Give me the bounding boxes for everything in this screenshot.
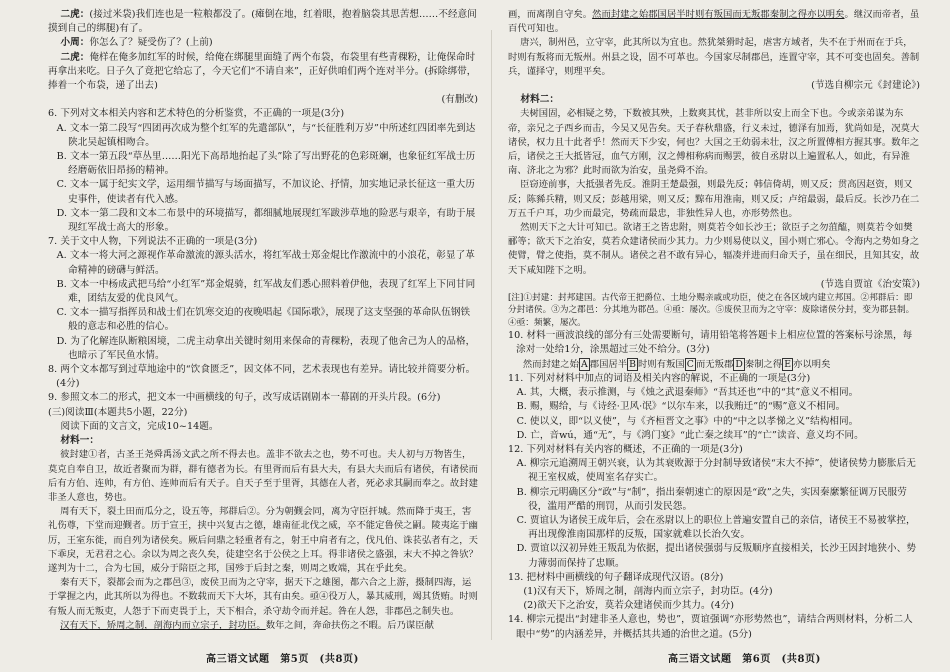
option-b: B. 柳宗元明确区分“政”与“制”，指出秦朝速亡的原因是“政”之失，实因秦縻繁征调万民服劳役，滥用严酷的刑罚，从而引发民怨。 <box>516 486 907 512</box>
question-stem: 12. 下列对材料有关内容的概述，不正确的一项是(3分) <box>508 443 743 455</box>
translation-item: (2)欲天下之治安，莫若众建诸侯而少其力。(4分) <box>523 600 735 612</box>
option-c: C. 贾谊认为诸侯王成年后，会在丞尉以上的职位上普遍安置自己的亲信，诸侯王不易被掌控，再出现像淮南国那样的反叛，国家就难以长治久安。 <box>516 514 916 541</box>
question-stem: 6. 下列对文本相关内容和艺术特色的分析鉴赏，不正确的一项是(3分) <box>48 108 345 120</box>
page-footer-right: 高三语文试题 第6页 (共8页) <box>668 654 821 665</box>
source-note: (节选自柳宗元《封建论》) <box>811 80 920 92</box>
option-a: A. 柳宗元追溯周王朝兴衰，认为其衰败源于分封制导致诸侯“末大不掉”，使诸侯势力膨胀后无视王室权威，使周室名存实亡。 <box>516 458 916 484</box>
question-stem: 7. 关于文中人物，下列说法不正确的一项是(3分) <box>48 236 258 248</box>
classical-paragraph: 夫树国固，必相疑之势，下数被其殃，上数爽其忧，甚非所以安上而全下也。今或亲弟谋为东帝，亲兄之子西乡而击，今吴又见告矣。天子春秋鼎盛，行义未过，德泽有加焉，犹尚如是，况莫大诸侯，权力且十此者乎！然而天下少安，何也？大国之王幼弱未壮，汉之所置傅相方握其事。数年之后，诸侯之王大抵皆冠，血气方刚，汉之傅相称病而赐罢，彼自丞尉以上遍置私人，如此，有异淮南、济北之为邪？此时而欲为治安，虽尧舜不治。 <box>508 108 920 177</box>
drama-line: 二虎：俺样在俺多加红军的时候，给俺在绑腿里面缝了两个布袋，布袋里有些青稞粉，让俺保命时再拿出来吃。日子久了竟把它给忘了，今天它们“不请自来”，正好供咱们两个连对半分。(拆除绑带，捧着一个布袋，递了出去) <box>48 51 477 92</box>
question-8: 8. 两个文本都写到过草地途中的“饮食匮乏”，因文体不同，艺术表现也有差异。请比较并简要分析。(4分) <box>48 364 476 390</box>
option-d: D. 文本一第二段和文本二布景中的环境描写，都细腻地展现红军跋涉草地的险恶与艰辛，有助于展现红军战士高大的形象。 <box>56 207 476 234</box>
option-a: A. 其，大概，表示推测，与《烛之武退秦师》“吾其还也”中的“其”意义不相同。 <box>516 387 859 399</box>
question-stem: 10. 材料一画波浪线的部分有三处需要断句，请用铅笔将答题卡上相应位置的答案标号涂黑，每涂对一处给1分，涂黑超过三处不给分。(3分) <box>508 330 913 356</box>
classical-paragraph: 周有天下，裂土田而瓜分之，设五等，邦群后②。分为朝觐会同，离为守臣扞城。然而降于夷王，害礼伤尊，下堂而迎觐者。历于宣王，挟中兴复古之德，雄南征北伐之威，卒不能定鲁侯之嗣。陵夷迄于幽厉，王室东徙，而自列为诸侯矣。厥后问鼎之轻重者有之，射王中肩者有之，伐凡伯、诛苌弘者有之，天下乖戾，无君君之心。余以为周之丧久矣，徒建空名于公侯之上耳。得非诸侯之盛强，末大不掉之咎欤？遂判为十二，合为七国，威分于陪臣之邦，国殄于后封之秦，则周之败端，其在乎此矣。 <box>48 506 478 574</box>
page-divider <box>491 30 492 640</box>
question-9: 9. 参照文本二的形式，把文本一中画横线的句子，改写成话剧剧本一幕剧的开头片段。(6分) <box>48 392 441 404</box>
option-d: D. 亡，音wú，通“无”，与《鸿门宴》“此亡秦之续耳”的“亡”读音、意义均不同。 <box>516 429 864 441</box>
sentence-break-line: 然而封建之始 A 郡国居半 B 时则有叛国 C 而无叛郡 D 秦制之得 E 亦以明矣 <box>522 358 831 370</box>
classical-paragraph: 画，而离削自守矣。然而封建之始郡国居半时则有叛国而无叛郡秦制之得亦以明矣。继汉而帝者，虽百代可知也。 <box>508 9 920 35</box>
break-mark-e[interactable]: E <box>784 358 792 370</box>
question-11 <box>508 372 920 443</box>
source-note: (有删改) <box>441 94 478 106</box>
classical-paragraph: 汉有天下，矫周之制，剖海内而立宗子，封功臣。数年之间，奔命扶伤之不暇。后乃谋臣献 <box>60 619 434 631</box>
question-10 <box>508 329 920 372</box>
option-b: B. 赐，赐给，与《诗经·卫风·氓》“以尔车来，以我贿迁”的“赐”意义不相同。 <box>516 401 846 413</box>
classical-text-2 <box>508 107 920 277</box>
option-b: B. 文本一中杨成武把马给“小红军”郑金焜骑，红军战友们悉心照料着伊他，表现了红军上下同甘同难，团结友爱的优良风气。 <box>56 278 476 305</box>
page-footer-left: 高三语文试题 第5页 (共8页) <box>206 654 359 665</box>
break-mark-d[interactable]: D <box>735 358 743 370</box>
classical-paragraph: 臣窃迹前事，大抵强者先反。淮阴王楚最强，则最先反；韩信倚胡，则又反；贯高因赵资，则又反；陈豨兵精，则又反；彭越用梁，则又反；黥布用淮南，则又反；卢绾最弱，最后反。长沙乃在二万五千户耳，功少而最完，势疏而最忠，非独性异人也，亦形势然也。 <box>508 179 920 219</box>
page-5 <box>48 8 478 633</box>
option-a: A. 文本一将大河之源视作革命激流的源头活水，将红军战士郑金焜比作激流中的小浪花，彰显了革命精神的磅礴与鲜活。 <box>56 250 475 276</box>
question-stem: 11. 下列对材料中加点的词语及相关内容的解说，不正确的一项是(3分) <box>508 372 811 384</box>
underlined-sentence: 汉有天下，矫周之制，剖海内而立宗子，封功臣。 <box>60 619 266 631</box>
classical-paragraph: 然则天下之大计可知已。欲诸王之皆忠附，则莫若令如长沙王；欲臣子之勿菹醢，则莫若令如樊郦等；欲天下之治安，莫若众建诸侯而少其力。力少则易使以义，国小则亡邪心。令海内之势如身之使臂，臂之使指，莫不制从。诸侯之君不敢有异心，辐凑并进而归命天子，虽在细民，且知其安，故天下咸知陛下之明。 <box>508 222 920 276</box>
wavy-line-segment: 然而封建之始郡国居半时则有叛国而无叛郡秦制之得亦以明矣 <box>592 9 845 20</box>
option-c: C. 文本一属于纪实文学，运用细节描写与场面描写，不加议论、抒情，加实地记录长征这一重大历史事件，使读者有代入感。 <box>56 179 475 205</box>
classical-paragraph: 唐兴，制州邑，立守宰，此其所以为宜也。然犹桀猾时起，虐害方域者，失不在于州而在于兵，时则有叛将而无叛州。州县之设，固不可革也。今国家尽制郡邑，连置守宰，其不可变也固矣。善制兵，谨择守，则理平矣。 <box>508 37 920 77</box>
classical-text-1-cont <box>508 8 920 79</box>
section-heading: (三)阅读Ⅲ(本题共5小题，22分) <box>48 406 188 418</box>
break-mark-c[interactable]: C <box>686 358 694 370</box>
section-instruction: 阅读下面的文言文，完成10~14题。 <box>60 420 219 432</box>
option-c: C. 使以义，即“以义使”，与《齐桓晋文之事》中的“中之以孝悌之义”结构相同。 <box>516 415 859 427</box>
page-6 <box>508 8 920 642</box>
drama-line: 小周：你怎么了？疑受伤了？(上前) <box>60 37 213 49</box>
material-one-label: 材料一： <box>60 435 100 447</box>
question-13 <box>508 571 920 614</box>
option-a: A. 文本一第二段写“四团再次成为整个红军的先遣部队”，与“长征胜利万岁”中所述红四团率先到达陕北吴起镇相吻合。 <box>56 122 476 148</box>
option-c: C. 文本一描写指挥员和战士们在饥寒交迫的夜晚唱起《国际歌》，展现了这支坚强的革命队伍钢铁般的意志和必胜的信心。 <box>56 307 471 333</box>
translation-item: (1)汉有天下，矫周之制，剖海内而立宗子，封功臣。(4分) <box>523 585 773 597</box>
drama-line: 二虎：(接过米袋)我们连也是一粒粮都没了。(瘫倒在地，红着眼，抱着脑袋其思苦想……不经意间摸到自己的绑腿)有了。 <box>48 9 477 35</box>
break-mark-b[interactable]: B <box>629 358 637 370</box>
option-b: B. 文本一第五段“草丛里……阳光下高昂地抬起了头”除了写出野花的色彩斑斓，也象征红军战士历经磨砺依旧昂扬的精神。 <box>56 151 476 177</box>
question-6 <box>48 107 478 235</box>
question-14: 14. 柳宗元提出“封建非圣人意也，势也”，贾谊强调“亦形势然也”，请结合两则材料，分析二人眼中“势”的内涵差异，并概括其共通的治世之道。(5分) <box>508 614 913 640</box>
option-d: D. 为了化解连队断粮困境，二虎主动拿出关键时刻用来保命的青稞粉，表现了他舍己为人的品格，也暗示了军民鱼水情。 <box>56 335 476 361</box>
classical-paragraph: 彼封建①者，古圣王尧舜禹汤文武之所不得去也。盖非不欲去之也，势不可也。夫人初与万物皆生，莫克自奉自卫，故近者聚而为群，群有德者为长。有里胥而后有县大夫，有县大夫而后有诸侯，有诸侯而后有方伯、连帅，有方伯、连帅而后有天子。自天子至于里胥，其德在人者，死必求其嗣而奉之。故封建非圣人意也，势也。 <box>48 449 478 503</box>
drama-excerpt <box>48 8 478 107</box>
question-7 <box>48 235 478 363</box>
footnotes: [注]①封建：封邦建国。古代帝王把爵位、土地分赐亲戚或功臣，使之在各区域内建立邦国。②邦群后：即分封诸侯。③为之郡邑：分其地为郡邑。④亟：屡次。⑤废侯卫而为之守宰：废除诸侯分封，变为郡县制。④亟：频繁，屡次。 <box>508 293 915 328</box>
question-stem: 13. 把材料中画横线的句子翻译成现代汉语。(8分) <box>508 571 724 583</box>
question-12 <box>508 443 920 571</box>
material-two-label: 材料二： <box>520 94 560 106</box>
classical-text-1 <box>48 448 478 633</box>
source-note: (节选自贾谊《治安策》) <box>820 278 920 290</box>
break-mark-a[interactable]: A <box>580 358 588 370</box>
option-d: D. 贾谊以汉初异姓王叛乱为依据，提出诸侯强弱与反叛顺序直接相关，长沙王因封地狭小、势力薄弱而保持了忠顺。 <box>516 543 916 569</box>
classical-paragraph: 秦有天下，裂都会而为之郡邑③，废侯卫而为之守宰，据天下之雄图，都六合之上游，摄制四海，运于掌握之内，此其所以为得也。不数载而天下大坏，其有由矣。亟④役万人，暴其威刑，竭其货贿。时则有叛人而无叛吏，人怨于下而吏畏于上，天下相合，杀守劫令而并起。咎在人怨，非郡邑之制失也。 <box>48 577 478 617</box>
